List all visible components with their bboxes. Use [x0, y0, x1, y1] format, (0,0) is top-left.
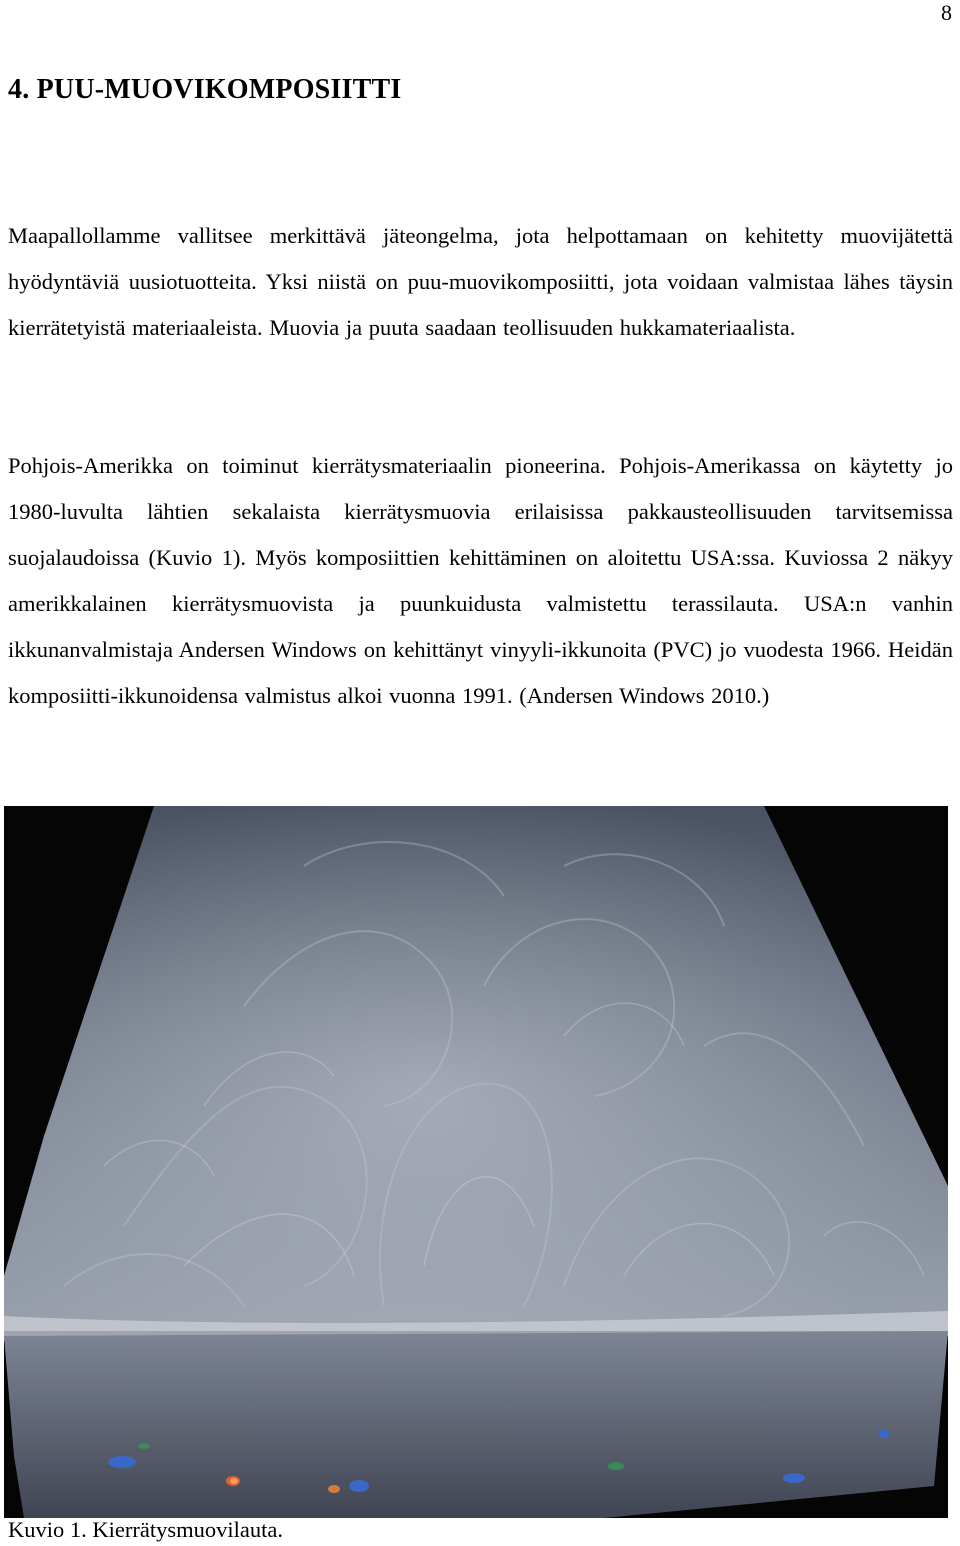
green-fleck — [138, 1443, 150, 1449]
figure-caption: Kuvio 1. Kierrätysmuovilauta. — [8, 1517, 283, 1542]
blue-fleck — [783, 1473, 805, 1483]
board-front-side — [4, 1331, 948, 1518]
orange-fleck — [328, 1485, 340, 1493]
page-number: 8 — [941, 0, 952, 25]
recycled-plastic-board-photo — [4, 806, 948, 1518]
blue-fleck — [108, 1456, 136, 1468]
paragraph-1: Maapallollamme vallitsee merkittävä jäteongelma, jota helpottamaan on kehitetty muovijätettä hyödyntäviä uusiotuotteita. Yksi niistä on puu-muovikomposiitti, jota voidaan valmistaa lähes täysin kierrätetyistä materiaaleista. Muovia ja puuta saadaan teollisuuden hukkamateriaalista. — [8, 223, 953, 340]
blue-fleck — [349, 1480, 369, 1492]
section-heading: 4. PUU-MUOVIKOMPOSIITTI — [8, 74, 402, 105]
blue-fleck — [878, 1430, 890, 1438]
paragraph-2: Pohjois-Amerikka on toiminut kierrätysmateriaalin pioneerina. Pohjois-Amerikassa on käytetty jo 1980-luvulta lähtien sekalaista kierrätysmuovia erilaisissa pakkausteollisuuden tarvitsemissa suojalaudoissa (Kuvio 1). Myös komposiittien kehittäminen on aloitettu USA:ssa. Kuviossa 2 näkyy amerikkalainen kierrätysmuovista ja puunkuidusta valmistettu terassilauta. USA:n vanhin ikkunanvalmistaja Andersen Windows on kehittänyt vinyyli-ikkunoita (PVC) jo vuodesta 1966. Heidän komposiitti-ikkunoidensa valmistus alkoi vuonna 1991. (Andersen Windows 2010.) — [8, 453, 953, 708]
green-fleck — [608, 1462, 624, 1470]
